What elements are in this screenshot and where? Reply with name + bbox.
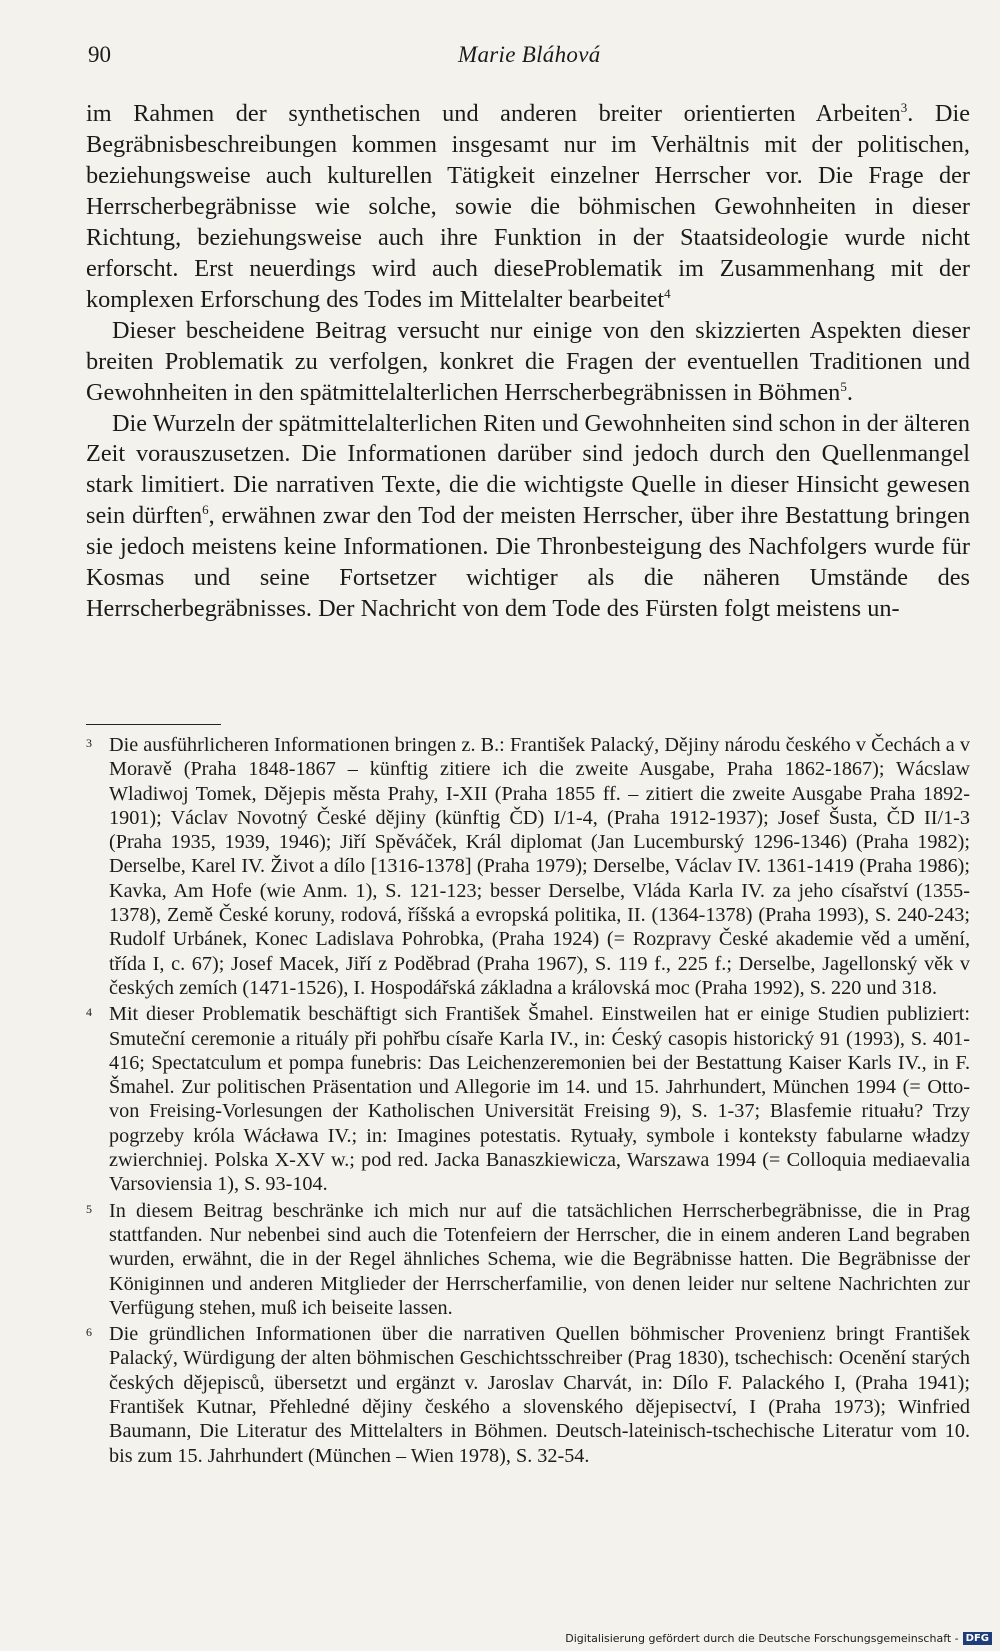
footnote-text: Die ausführlicheren Informationen bringen z. B.: František Palacký, Dějiny národu českého v Čechách a v Moravě (Praha 1848-1867 – künftig zitiere ich die zweite Ausgabe, Praha 1862-1867); Wácslaw Wladiwoj Tomek, Dějepis města Prahy, I-XII (Praha 1855 ff. – zitiert die zweite Ausgabe Praha 1892-1901); Václav Novotný České dějiny (künftig ČD) I/1-4, (Praha 1912-1937); Josef Šusta, ČD II/1-3 (Praha 1935, 1939, 1946); Jiří Spěváček, Král diplomat (Jan Lucemburský 1296-1346) (Praha 1982); Derselbe, Karel IV. Život a dílo [1316-1378] (Praha 1979); Derselbe, Václav IV. 1361-1419 (Praha 1986); Kavka, Am Hofe (wie Anm. 1), S. 121-123; besser Derselbe, Vláda Karla IV. za jeho císařství (1355-1378), Země České koruny, rodová, říšská a evropská politika, II. (1364-1378) (Praha 1993), S. 240-243; Rudolf Urbánek, Konec Ladislava Pohrobka, (Praha 1924) (= Rozpravy České akademie věd a umění, třída I, c. 67); Josef Macek, Jiří z Poděbrad (Praha 1967), S. 119 f., 225 f.; Derselbe, Jagellonský věk v českých zemích (1471-1526), I. Hospodářská základna a královská moc (Praha 1992), S. 220 und 318. bbox=[109, 734, 970, 999]
page-number: 90 bbox=[88, 42, 111, 67]
page-header bbox=[88, 42, 968, 78]
footnote-reference: 5 bbox=[840, 378, 847, 394]
paragraph-text: . bbox=[846, 378, 853, 406]
footnote-text: Die gründlichen Informationen über die narrativen Quellen böhmischer Provenienz bringt František Palacký, Würdigung der alten böhmischen Geschichtsschreiber (Prag 1830), tschechisch: Ocenění starých českých dějepisců, übersetzt und ergänzt v. Jaroslav Charvát, in: Dílo F. Palackého I, (Praha 1941); František Kutnar, Přehledné dějiny českého a slovenského dějepisectví, I (Praha 1973); Winfried Baumann, Die Literatur des Mittelalters in Böhmen. Deutsch-lateinisch-tschechische Literatur vom 10. bis zum 15. Jahrhundert (München – Wien 1978), S. 32-54. bbox=[109, 1323, 970, 1467]
footnote-divider bbox=[86, 724, 221, 725]
body-paragraph bbox=[86, 316, 970, 409]
paragraph-text: im Rahmen der synthetischen und anderen breiter orientierten Arbeiten bbox=[86, 100, 901, 127]
footnote-item bbox=[86, 1322, 970, 1468]
footnote-item bbox=[86, 733, 970, 1000]
footer-credit-text: Digitalisierung gefördert durch die Deutsche Forschungsgemeinschaft - bbox=[565, 1632, 959, 1645]
footnote-number: 5 bbox=[86, 1201, 92, 1216]
footnotes-section bbox=[86, 733, 970, 1470]
running-head-author: Marie Bláhová bbox=[458, 42, 601, 67]
body-paragraph bbox=[86, 409, 970, 626]
footnote-reference: 3 bbox=[900, 99, 908, 115]
paragraph-text: , erwähnen zwar den Tod der meisten Herrscher, über ihre Bestattung bringen sie jedoch meistens keine Informationen. Die Thronbesteigung des Nachfolgers wurde für Kosmas und seine Fortsetzer wichtiger als die näheren Umstände des Herrscherbegräbnisses. Der Nachricht von dem Tode des Fürsten folgt meistens un- bbox=[86, 502, 970, 623]
footnote-text: In diesem Beitrag beschränke ich mich nur auf die tatsächlichen Herrscherbegräbnisse, die in Prag stattfanden. Nur nebenbei sind auch die Totenfeiern der Herrscher, die in einem anderen Land begraben wurden, erwähnt, die in der Regel ähnliches Schema, wie die Begräbnisse hatten. Die Begräbnisse der Königinnen und anderen Mitglieder der Herrscherfamilie, von denen leider nur seltene Nachrichten zur Verfügung stehen, muß ich beiseite lassen. bbox=[109, 1199, 970, 1319]
dfg-logo: DFG bbox=[963, 1632, 992, 1645]
paragraph-text: . Die Begräbnisbeschreibungen kommen insgesamt nur im Verhältnis mit der politischen, beziehungsweise auch kulturellen Tätigkeit einzelner Herrscher vor. Die Frage der Herrscherbegräbnisse wie solche, sowie die böhmischen Gewohnheiten in dieser Richtung, beziehungsweise auch ihre Funktion in der Staatsideologie wurde nicht erforscht. Erst neuerdings wird auch dieseProblematik im Zusammenhang mit der komplexen Erforschung des Todes im Mittelalter bearbeitet bbox=[86, 100, 970, 313]
footnote-number: 3 bbox=[86, 736, 92, 750]
paragraph-text: Dieser bescheidene Beitrag versucht nur einige von den skizzierten Aspekten dieser breiten Problematik zu verfolgen, konkret die Fragen der eventuellen Traditionen und Gewohnheiten in den spätmittelalterlichen Herrscherbegräbnissen in Böhmen bbox=[86, 316, 970, 406]
footnote-item bbox=[86, 1199, 970, 1320]
footnote-reference: 4 bbox=[664, 285, 671, 301]
main-text bbox=[86, 99, 970, 625]
footnote-reference: 6 bbox=[202, 502, 209, 518]
footnote-number: 6 bbox=[86, 1325, 92, 1340]
body-paragraph bbox=[86, 99, 970, 316]
digitization-footer bbox=[565, 1632, 992, 1645]
paragraph-text: Die Wurzeln der spätmittelalterlichen Riten und Gewohnheiten sind schon in der älteren Zeit vorauszusetzen. Die Informationen darüber sind jedoch durch den Quellenmangel stark limitiert. Die narrativen Texte, die die wichtigste Quelle in dieser Hinsicht gewesen sein dürften bbox=[86, 409, 970, 530]
footnote-number: 4 bbox=[86, 1005, 92, 1020]
footnote-text: Mit dieser Problematik beschäftigt sich František Šmahel. Einstweilen hat er einige Studien publiziert: Smuteční ceremonie a rituály při pohřbu císaře Karla IV., in: Ćeský casopis historický 91 (1993), S. 401-416; Spectatculum et pompa funebris: Das Leichenzeremonien bei der Bestattung Kaiser Karls IV., in F. Šmahel. Zur politischen Präsentation und Allegorie im 14. und 15. Jahrhundert, München 1994 (= Otto-von Freising-Vorlesungen der Katholischen Universität Freising 9), S. 1-37; Blasfemie rituału? Trzy pogrzeby króla Wácława IV.; in: Imagines potestatis. Rytuały, symbole i konteksty fabularne władzy zwierchniej. Polska X-XV w.; pod red. Jacka Banaszkiewicza, Warszawa 1994 (= Colloquia mediaevalia Varsoviensia 1), S. 93-104. bbox=[109, 1003, 970, 1196]
footnote-item bbox=[86, 1002, 970, 1196]
